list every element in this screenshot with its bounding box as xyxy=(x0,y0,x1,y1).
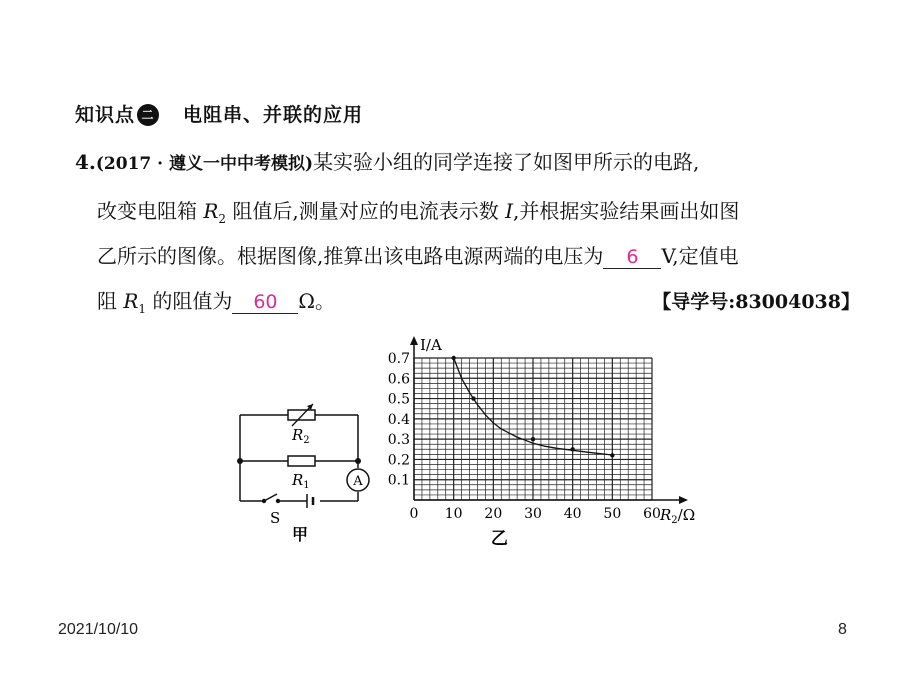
junction-right xyxy=(355,458,361,464)
y-tick-label: 0.3 xyxy=(387,432,410,449)
x-tick-label: 30 xyxy=(524,506,542,522)
x-tick-label: 10 xyxy=(444,506,463,522)
junction-left xyxy=(237,458,243,464)
footer-date: 2021/10/10 xyxy=(58,621,139,638)
data-point xyxy=(570,447,574,451)
section-heading xyxy=(75,100,363,127)
line3-unit: V,定值电 xyxy=(661,244,739,268)
y-axis-label: I/A xyxy=(420,336,442,354)
line3-text: 乙所示的图像。根据图像,推算出该电路电源两端的电压为 xyxy=(97,244,604,268)
answer-voltage: 6 xyxy=(603,246,661,269)
r1-resistor xyxy=(288,456,315,466)
line2-sub: 2 xyxy=(218,212,227,226)
line2-var: R xyxy=(203,199,219,223)
y-tick-label: 0.1 xyxy=(387,472,410,489)
y-tick-label: 0.2 xyxy=(387,452,410,469)
y-tick-label: 0.5 xyxy=(387,391,410,408)
line2-var2: I xyxy=(505,199,514,223)
line4-unit: Ω。 xyxy=(298,289,336,313)
current-resistance-chart xyxy=(362,330,722,555)
line4-text-a: 阻 xyxy=(97,289,117,313)
data-point xyxy=(471,396,475,400)
y-axis-arrow xyxy=(410,336,418,345)
x-tick-label: 60 xyxy=(643,506,661,522)
heading-badge: 二 xyxy=(137,104,159,126)
x-tick-label: 50 xyxy=(603,506,622,522)
line2-text-c: ,并根据实验结果画出如图 xyxy=(513,199,740,223)
r1-label: $R_1$ xyxy=(292,471,310,491)
switch-label: S xyxy=(270,509,281,527)
y-tick-label: 0.7 xyxy=(387,351,410,367)
y-tick-label: 0.6 xyxy=(387,371,410,388)
line2-text-b: 阻值后,测量对应的电流表示数 xyxy=(232,199,499,223)
line2-text-a: 改变电阻箱 xyxy=(97,199,197,223)
question-line-1 xyxy=(75,148,699,178)
x-tick-label: 40 xyxy=(563,506,582,522)
data-point xyxy=(610,453,614,457)
question-source: (2017 · 遵义一中中考模拟) xyxy=(95,154,314,174)
r2-label: $R_2$ xyxy=(292,426,310,446)
data-point xyxy=(531,437,535,441)
footer-page-number: 8 xyxy=(838,621,847,638)
x-tick-label: 0 xyxy=(409,506,419,522)
r2-resistor xyxy=(288,410,315,420)
x-axis-arrow xyxy=(679,496,688,504)
chart-caption: 乙 xyxy=(490,529,508,549)
heading-topic: 电阻串、并联的应用 xyxy=(183,104,364,126)
line4-text-b: 的阻值为 xyxy=(152,289,233,313)
circuit-caption: 甲 xyxy=(292,525,309,544)
heading-prefix: 知识点 xyxy=(75,104,136,126)
question-line-2 xyxy=(97,197,739,233)
line4-sub: 1 xyxy=(138,302,147,316)
x-axis-label: $R_2/\Omega$ xyxy=(660,506,696,526)
circuit-diagram xyxy=(220,395,380,550)
question-number: 4. xyxy=(75,150,96,174)
question-line-3 xyxy=(97,242,739,270)
ammeter-label: A xyxy=(353,474,363,489)
y-tick-label: 0.4 xyxy=(387,411,410,428)
data-point xyxy=(451,356,455,360)
x-tick-label: 20 xyxy=(484,506,503,522)
line4-var: R xyxy=(123,289,139,313)
question-line-4 xyxy=(97,287,335,323)
question-line1-text: 某实验小组的同学连接了如图甲所示的电路, xyxy=(313,150,700,174)
reference-number: 【导学号:83004038】 xyxy=(652,291,860,313)
switch xyxy=(264,494,277,501)
answer-resistance: 60 xyxy=(232,291,298,314)
